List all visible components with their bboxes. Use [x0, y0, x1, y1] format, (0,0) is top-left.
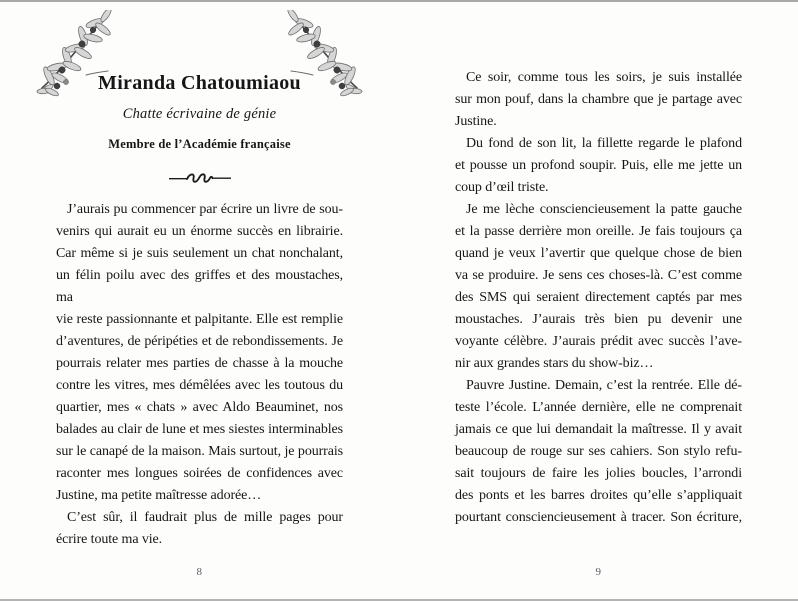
- text-line: et pousse un profond soupir. Puis, elle me jette un: [455, 158, 742, 173]
- text-line: coup d’œil triste.: [455, 180, 549, 195]
- paragraph: [455, 67, 742, 133]
- author-name: Miranda Chatoumiaou: [98, 72, 301, 94]
- paragraph: [56, 507, 343, 551]
- text-line: quand je veux l’avertir que quelque chose de bien: [455, 246, 742, 261]
- text-line: des ponts et les barres droites qu’elle s’appliquait: [455, 488, 742, 503]
- text-line: Du fond de son lit, la fillette regarde le plafond: [466, 136, 742, 151]
- chapter-header: [56, 0, 343, 200]
- text-line: teste l’école. L’année dernière, elle ne comprenait: [455, 400, 742, 415]
- text-line: Car même si je suis seulement un chat nonchalant,: [56, 246, 343, 261]
- text-line: contre les vitres, mes démêlées avec les toutous du: [56, 378, 343, 393]
- text-line: sur le canapé de la maison. Mais surtout, je pourrais: [56, 444, 343, 459]
- text-line: nir aux grandes stars du show-biz…: [455, 356, 654, 371]
- text-line: vie reste passionnante et palpitante. Elle est remplie: [56, 312, 343, 327]
- text-line: d’aventures, de péripéties et de rebondissements. Je: [56, 334, 343, 349]
- paragraph: [56, 199, 343, 507]
- paragraph: [455, 375, 742, 529]
- right-page: [455, 0, 742, 601]
- text-line: pourtant consciencieusement à tracer. Son écriture,: [455, 510, 742, 525]
- text-line: moustaches. J’aurais très bien pu devenir une: [455, 312, 742, 327]
- text-line: balades au clair de lune et mes siestes interminables: [56, 422, 343, 437]
- text-line: Je me lèche consciencieusement la patte gauche: [466, 202, 742, 217]
- text-line: J’aurais pu commencer par écrire un livre de sou-: [67, 202, 343, 217]
- right-page-number: 9: [595, 566, 602, 578]
- text-line: Justine.: [455, 114, 497, 129]
- author-affiliation: Membre de l’Académie française: [108, 137, 291, 151]
- text-line: Pauvre Justine. Demain, c’est la rentrée. Elle dé-: [466, 378, 742, 393]
- text-line: Justine, ma petite maîtresse adorée…: [56, 488, 262, 503]
- text-line: jamais ce que lui demandait la maîtresse. Il y avait: [455, 422, 742, 437]
- text-line: sur mon pouf, dans la chambre que je partage avec: [455, 92, 742, 107]
- left-page-text: [56, 199, 343, 551]
- text-line: raconter mes longues soirées de confidences avec: [56, 466, 343, 481]
- text-line: un félin poilu avec des griffes et des moustaches, ma: [56, 268, 343, 305]
- paragraph: [455, 133, 742, 199]
- text-line: C’est sûr, il faudrait plus de mille pages pour: [67, 510, 343, 525]
- text-line: voyante célèbre. J’aurais prédit avec succès l’ave-: [455, 334, 742, 349]
- text-line: Ce soir, comme tous les soirs, je suis installée: [466, 70, 742, 85]
- text-line: sait toujours de faire les jolies boucles, l’arrondi: [455, 466, 742, 481]
- right-page-text: [455, 67, 742, 529]
- section-divider: [56, 170, 343, 191]
- text-line: et la passe derrière mon oreille. Je fais toujours ça: [455, 224, 742, 239]
- text-line: pourrais relater mes parties de chasse à la mouche: [56, 356, 343, 371]
- text-line: beaucoup de rouge sur ses cahiers. Son stylo refu-: [455, 444, 742, 459]
- paragraph: [455, 199, 742, 375]
- author-subtitle: Chatte écrivaine de génie: [122, 106, 277, 122]
- text-line: écrire toute ma vie.: [56, 532, 163, 547]
- text-line: venirs qui aurait eu un énorme succès en librairie.: [56, 224, 343, 239]
- text-line: des SMS qui seraient directement captés par mes: [455, 290, 742, 305]
- text-line: va se produire. Je sens ces choses-là. C’est comme: [455, 268, 742, 283]
- text-line: quartier, mes « chats » avec Aldo Beauminet, nos: [56, 400, 343, 415]
- left-page: [56, 0, 343, 601]
- left-page-number: 8: [196, 566, 203, 578]
- rope-twist-divider-icon: [169, 170, 231, 186]
